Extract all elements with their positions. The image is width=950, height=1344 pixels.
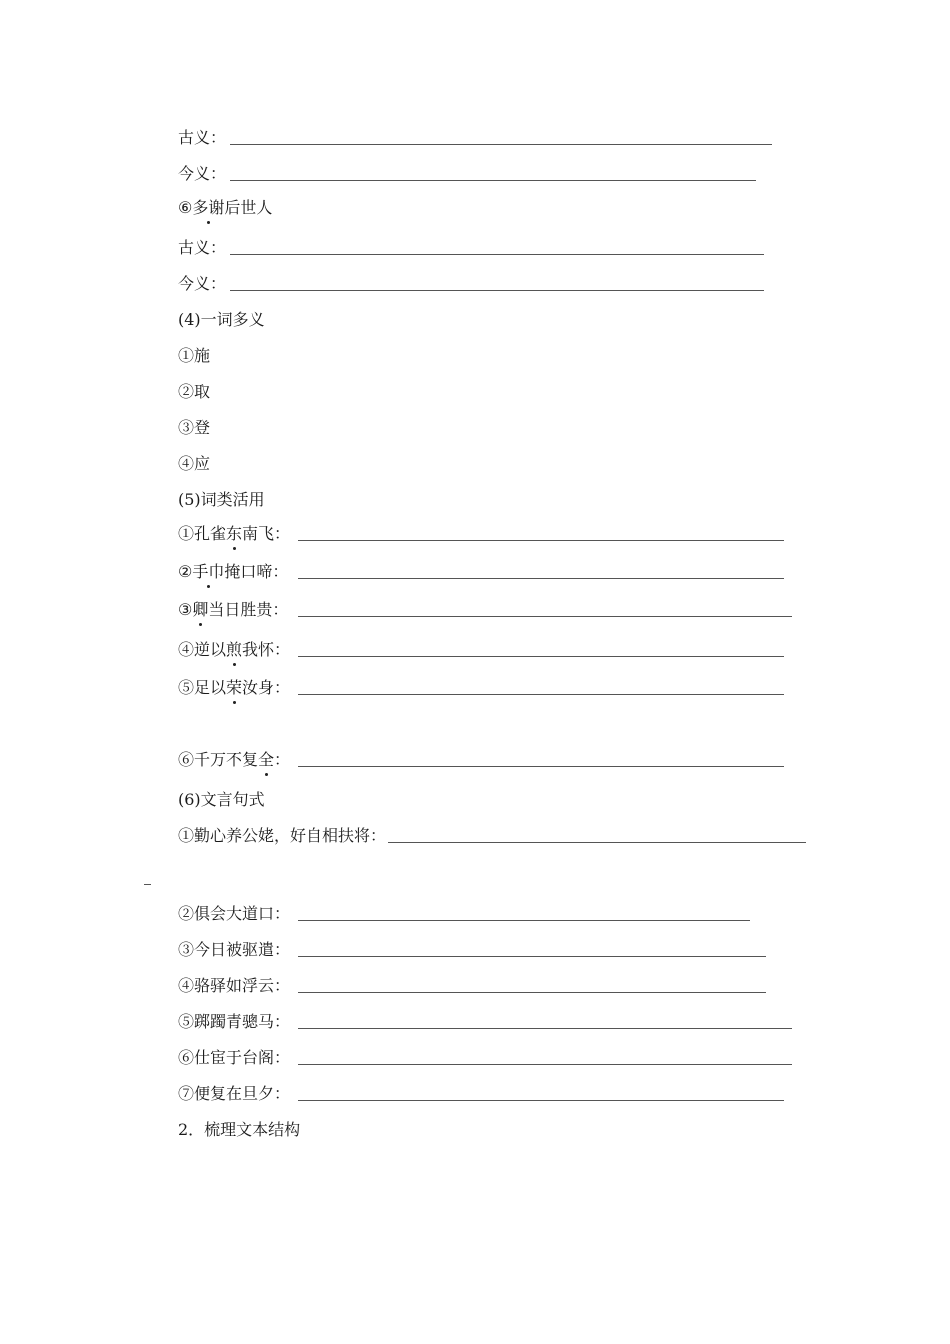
emphasis-dotted-word: 手巾: [192, 562, 225, 581]
phrase-item: ⑥多谢后世人: [178, 198, 273, 217]
emphasis-dotted-word: 荣: [226, 678, 243, 697]
item-number: ⑤: [178, 678, 195, 697]
sentence-item: ⑥仕宦于台阁：: [178, 1048, 291, 1067]
sentence-item: ③今日被驱遣：: [178, 940, 291, 959]
emphasis-dotted-word: 煎: [226, 640, 243, 659]
section-heading-6: (6)文言句式: [178, 790, 265, 809]
gu-yi-label-1: 古义：: [178, 128, 227, 147]
answer-blank[interactable]: [298, 920, 750, 921]
usage-item: ⑤足以荣汝身：: [178, 678, 291, 697]
answer-blank[interactable]: [298, 956, 766, 957]
answer-blank-continuation: [144, 884, 151, 885]
item-number: ②: [178, 562, 193, 581]
item-number: ③: [178, 600, 193, 619]
answer-blank[interactable]: [298, 578, 784, 579]
answer-blank[interactable]: [298, 1100, 784, 1101]
usage-item: ①孔雀东南飞：: [178, 524, 291, 543]
sentence-item: ⑤踯躅青骢马：: [178, 1012, 291, 1031]
emphasis-dotted-word: 多谢: [192, 198, 225, 217]
answer-blank[interactable]: [298, 766, 784, 767]
gu-yi-label-2: 古义：: [178, 238, 227, 257]
section-heading-5: (5)词类活用: [178, 490, 265, 509]
emphasis-dotted-word: 东: [226, 524, 243, 543]
usage-item: ⑥千万不复全：: [178, 750, 291, 769]
answer-blank[interactable]: [298, 616, 792, 617]
usage-item: ③卿当日胜贵：: [178, 600, 289, 619]
item-number: ⑥: [178, 750, 195, 769]
answer-blank[interactable]: [298, 1028, 792, 1029]
polysemy-item: ③登: [178, 418, 211, 437]
answer-blank[interactable]: [298, 656, 784, 657]
polysemy-item: ②取: [178, 382, 211, 401]
polysemy-item: ①施: [178, 346, 211, 365]
answer-blank[interactable]: [388, 842, 806, 843]
answer-blank[interactable]: [298, 694, 784, 695]
emphasis-dotted-word: 全: [258, 750, 275, 769]
answer-blank[interactable]: [298, 1064, 792, 1065]
polysemy-item: ④应: [178, 454, 211, 473]
sentence-item: ④骆驿如浮云：: [178, 976, 291, 995]
item-number: ①: [178, 524, 195, 543]
sentence-item: ②俱会大道口：: [178, 904, 291, 923]
section-heading-4: (4)一词多义: [178, 310, 265, 329]
sentence-item: ⑦便复在旦夕：: [178, 1084, 291, 1103]
jin-yi-label-2: 今义：: [178, 274, 227, 293]
answer-blank[interactable]: [298, 540, 784, 541]
section-heading-2: 2．梳理文本结构: [178, 1120, 301, 1139]
answer-blank[interactable]: [230, 254, 764, 255]
answer-blank[interactable]: [230, 290, 764, 291]
item-number: ④: [178, 640, 195, 659]
sentence-item: ①勤心养公姥，好自相扶将：: [178, 826, 387, 845]
jin-yi-label-1: 今义：: [178, 164, 227, 183]
item-number: ⑥: [178, 198, 193, 217]
answer-blank[interactable]: [298, 992, 766, 993]
answer-blank[interactable]: [230, 144, 772, 145]
usage-item: ④逆以煎我怀：: [178, 640, 291, 659]
usage-item: ②手巾掩口啼：: [178, 562, 289, 581]
emphasis-dotted-word: 卿: [192, 600, 209, 619]
answer-blank[interactable]: [230, 180, 756, 181]
